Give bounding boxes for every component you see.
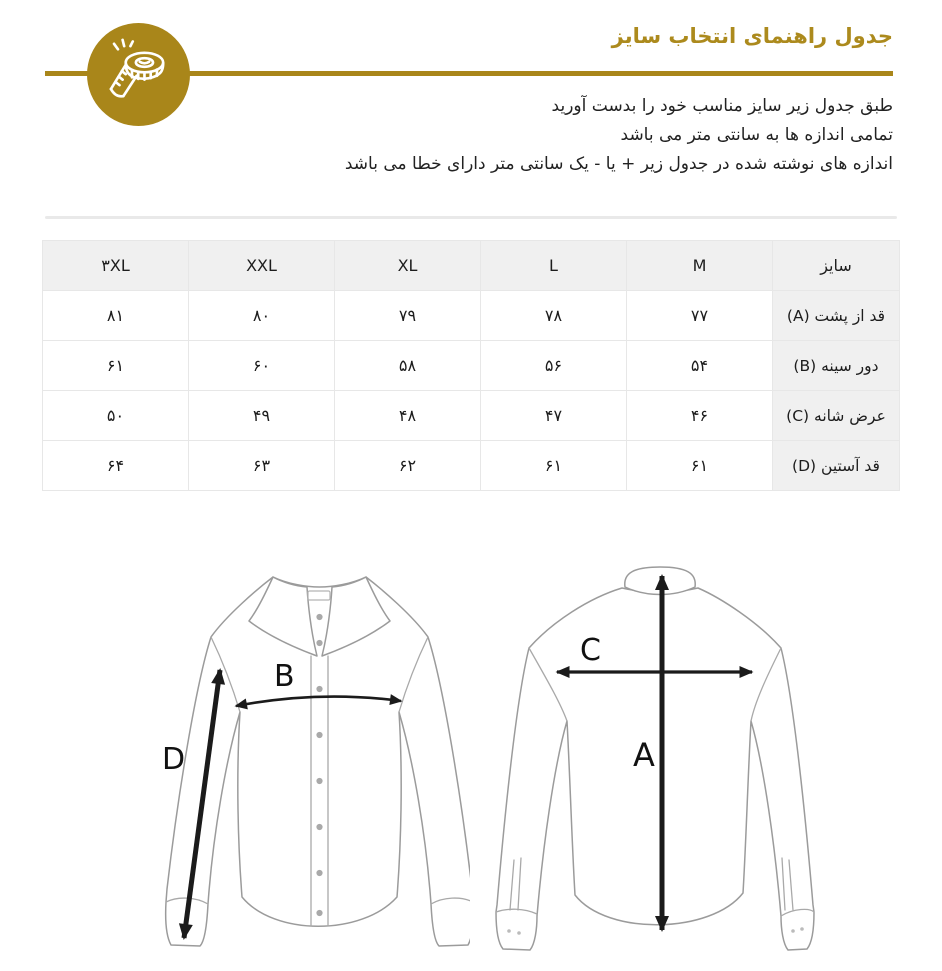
row-label-sleeve: قد آستین (D)	[773, 441, 900, 491]
value-cell: ۴۹	[189, 391, 335, 441]
column-header-3xl: ۳XL	[43, 241, 189, 291]
value-cell: ۷۹	[335, 291, 481, 341]
value-cell: ۶۳	[189, 441, 335, 491]
instruction-line-2: تمامی اندازه ها به سانتی متر می باشد	[620, 125, 893, 145]
value-cell: ۶۱	[481, 441, 627, 491]
value-cell: ۵۰	[43, 391, 189, 441]
size-table-container	[42, 240, 900, 491]
measuring-tape-badge	[87, 23, 190, 126]
shirt-front-outline	[166, 577, 470, 946]
value-cell: ۵۸	[335, 341, 481, 391]
instruction-line-1: طبق جدول زیر سایز مناسب خود را بدست آورید	[551, 96, 893, 116]
row-label-back-length: قد از پشت (A)	[773, 291, 900, 341]
column-header-xl: XL	[335, 241, 481, 291]
value-cell: ۵۶	[481, 341, 627, 391]
table-row-shoulder	[43, 391, 900, 441]
value-cell: ۷۷	[627, 291, 773, 341]
value-cell: ۶۲	[335, 441, 481, 491]
table-row-back-length	[43, 291, 900, 341]
row-label-shoulder: عرض شانه (C)	[773, 391, 900, 441]
shoulder-label: C	[580, 633, 601, 668]
page-title: جدول راهنمای انتخاب سایز	[611, 24, 893, 48]
measurement-diagrams	[0, 558, 942, 963]
value-cell: ۶۰	[189, 341, 335, 391]
size-column-header: سایز	[773, 241, 900, 291]
shirt-back-outline	[496, 567, 814, 950]
shirt-front-diagram	[158, 564, 470, 952]
value-cell: ۵۴	[627, 341, 773, 391]
cuff-buttons	[507, 927, 804, 935]
column-header-m: M	[627, 241, 773, 291]
value-cell: ۶۱	[43, 341, 189, 391]
back-length-label: A	[633, 736, 655, 774]
instructions-block	[345, 92, 893, 179]
value-cell: ۴۸	[335, 391, 481, 441]
column-header-l: L	[481, 241, 627, 291]
value-cell: ۴۶	[627, 391, 773, 441]
value-cell: ۴۷	[481, 391, 627, 441]
value-cell: ۶۱	[627, 441, 773, 491]
table-row-chest	[43, 341, 900, 391]
table-header-row	[43, 241, 900, 291]
sleeve-label: D	[162, 742, 186, 777]
table-row-sleeve	[43, 441, 900, 491]
section-divider	[45, 216, 897, 219]
value-cell: ۸۱	[43, 291, 189, 341]
row-label-chest: دور سینه (B)	[773, 341, 900, 391]
value-cell: ۸۰	[189, 291, 335, 341]
measuring-tape-icon	[100, 36, 178, 114]
value-cell: ۶۴	[43, 441, 189, 491]
shirt-back-diagram	[494, 560, 816, 952]
chest-label: B	[274, 659, 295, 694]
size-table	[42, 240, 900, 491]
column-header-xxl: XXL	[189, 241, 335, 291]
value-cell: ۷۸	[481, 291, 627, 341]
instruction-line-3: اندازه های نوشته شده در جدول زیر + یا - یک سانتی متر دارای خطا می باشد	[344, 154, 893, 174]
